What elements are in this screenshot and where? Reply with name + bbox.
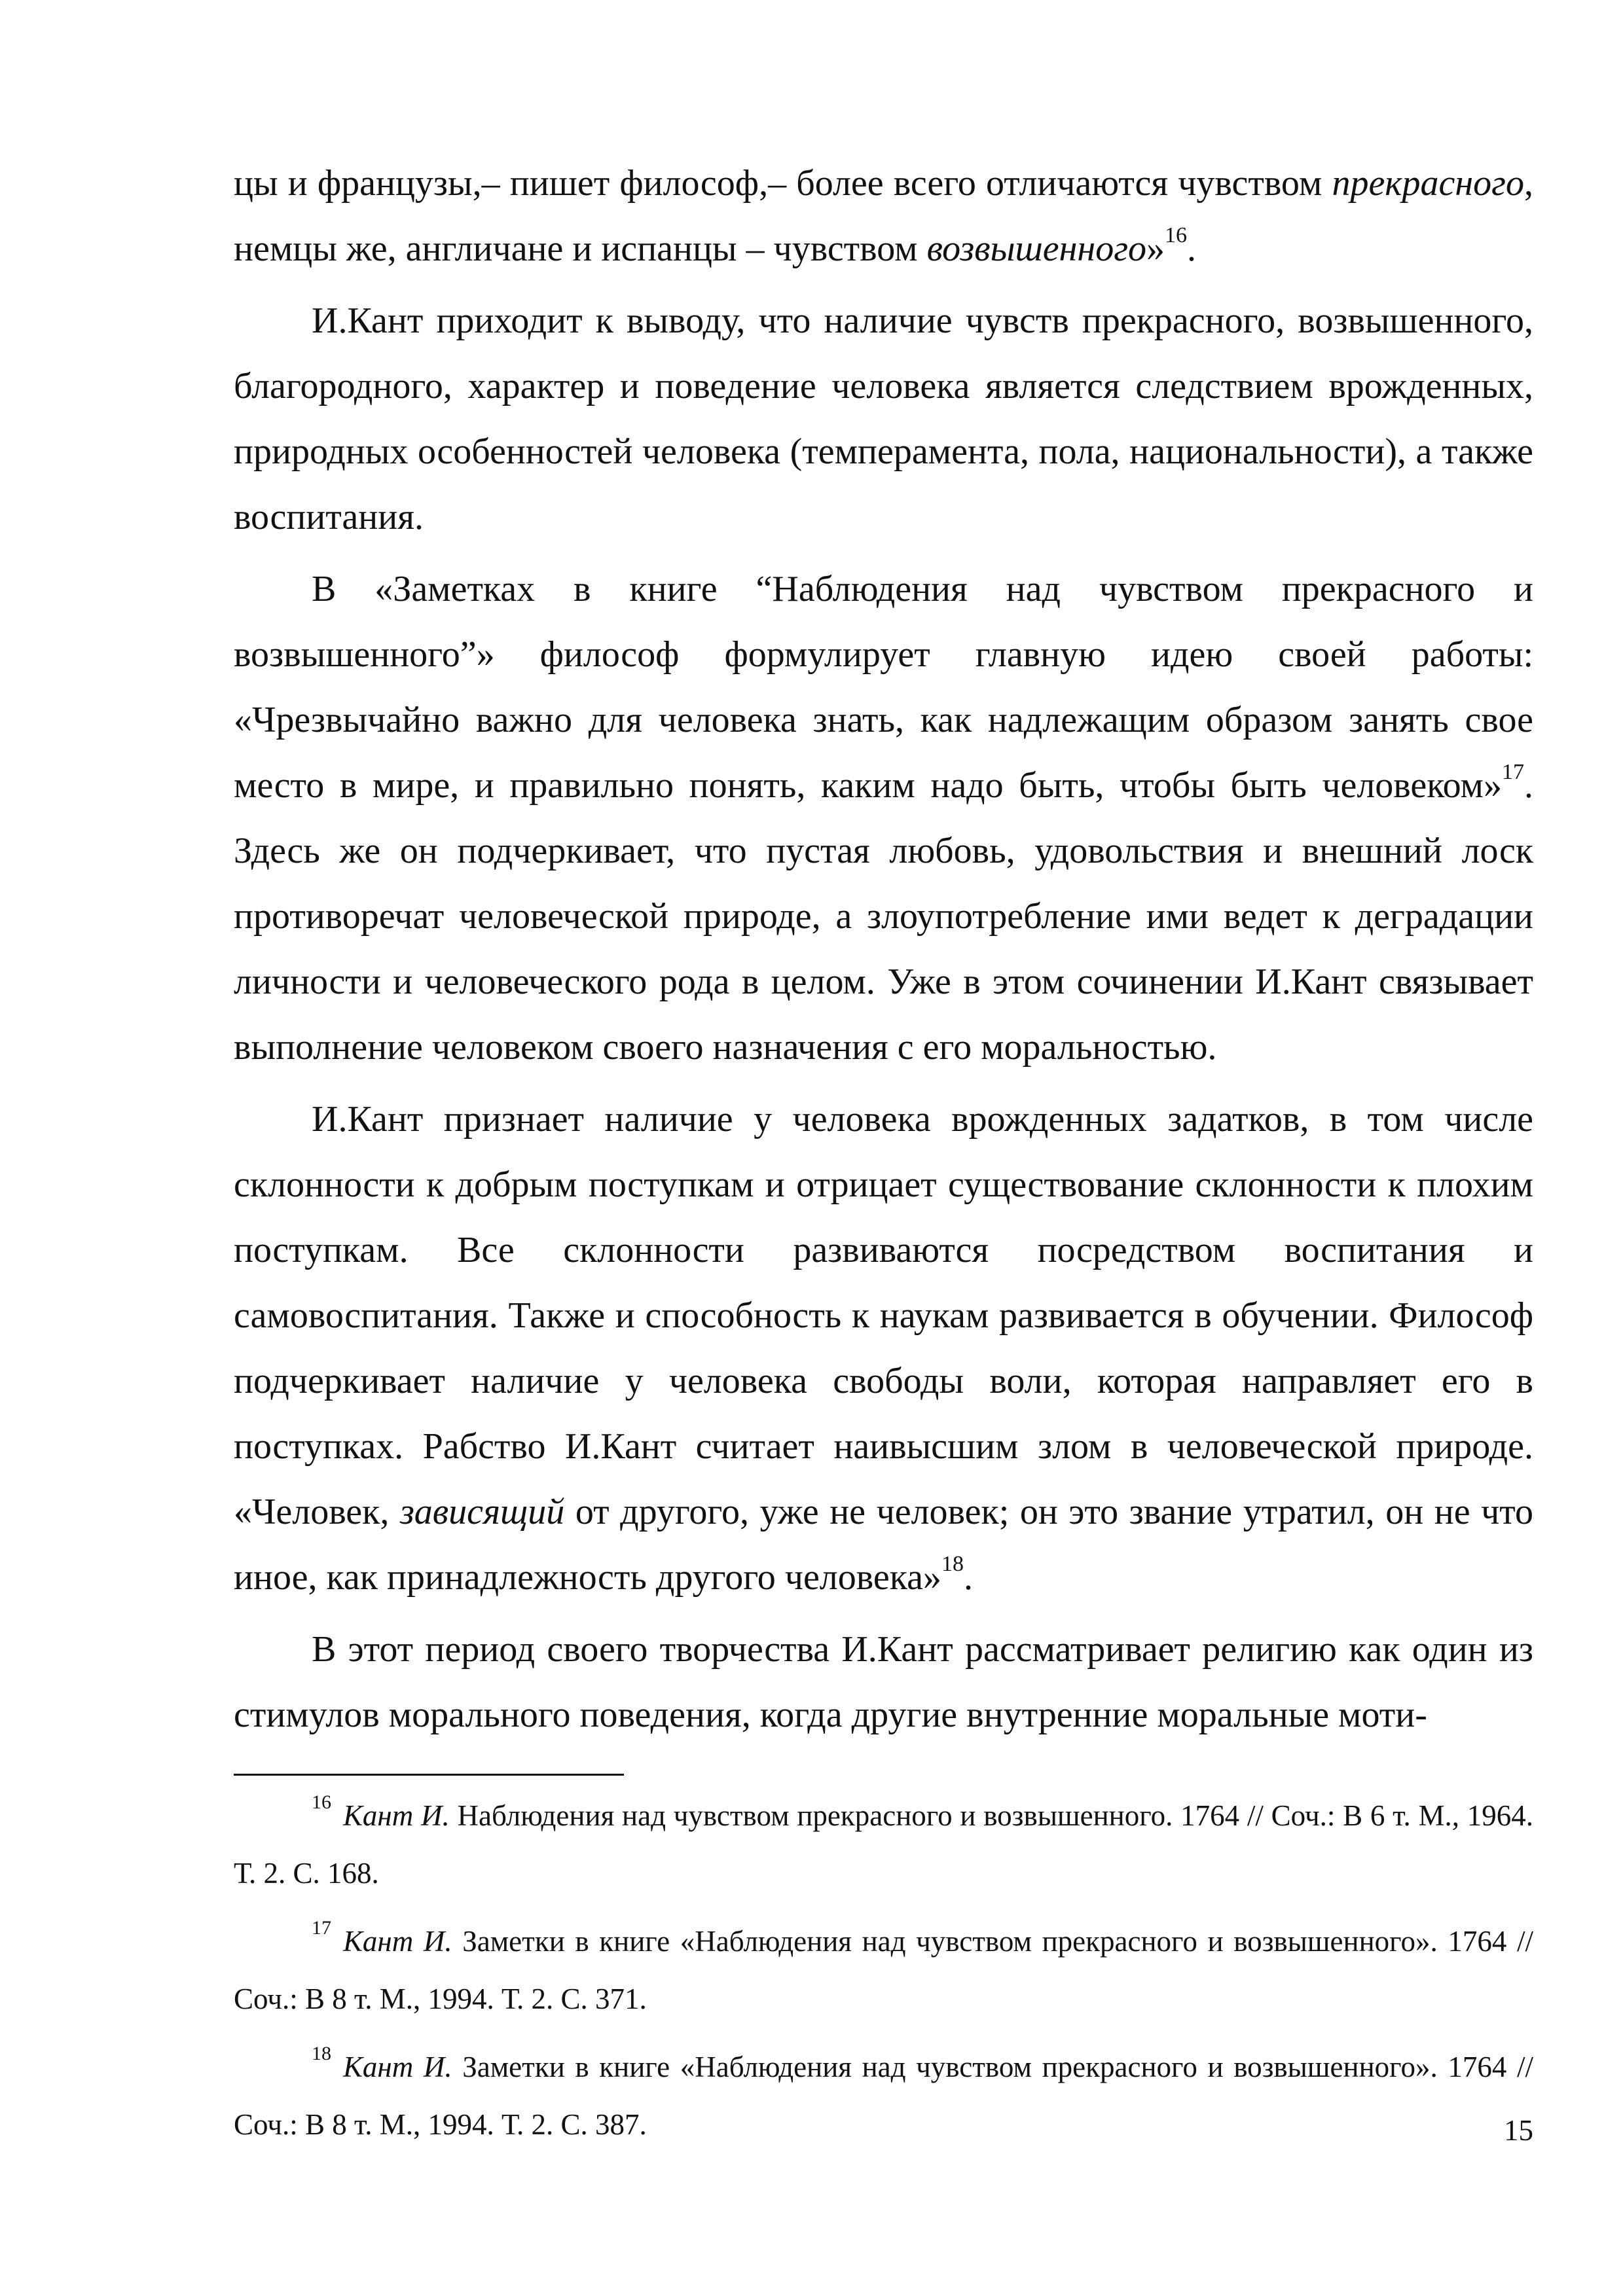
paragraph-5-text: В этот период своего творчества И.Кант рассматривает религию как один из стимулов морального поведения, когда другие внутренние моральные моти- [234, 1629, 1533, 1735]
paragraph-1-text-a: цы и французы,– пишет философ,– более всего отличаются чувством [234, 163, 1332, 204]
paragraph-1-italic-beautiful: прекрасного [1332, 163, 1524, 204]
page-body [234, 151, 1533, 1748]
footnote-number: 18 [312, 2043, 331, 2064]
paragraph-1 [234, 151, 1533, 281]
paragraph-1-text-c: » [1146, 228, 1165, 269]
footnotes [234, 1787, 1533, 2153]
paragraph-4-text-a: И.Кант признает наличие у человека врожденных задатков, в том числе склонности к добрым поступкам и отрицает существование склонности к плохим поступкам. Все склонности развиваются посредством воспитания и самовоспитания. Также и способность к наукам развивается в обучении. Философ подчеркивает наличие у человека свободы воли, которая направляет его в поступках. Рабство И.Кант считает наивысшим злом в человеческой природе. «Человек, [234, 1099, 1533, 1532]
footnote-ref-16[interactable]: 16 [1165, 223, 1188, 248]
paragraph-3-text-a: В «Заметках в книге “Наблюдения над чувством прекрасного и возвышенного”» философ формулирует главную идею своей работы: «Чрезвычайно важно для человека знать, как надлежащим образом занять свое место в мире, и правильно понять, каким надо быть, чтобы быть человеком» [234, 569, 1533, 806]
footnote-text: Заметки в книге «Наблюдения над чувством прекрасного и возвышенного». 1764 // Соч.: В 8 т. М., 1994. Т. 2. С. 387. [234, 2051, 1533, 2141]
footnote-author: Кант И. [343, 1799, 450, 1832]
footnote-text: Заметки в книге «Наблюдения над чувством прекрасного и возвышенного». 1764 // Соч.: В 8 т. М., 1994. Т. 2. С. 371. [234, 1925, 1533, 2015]
page-number: 15 [1504, 2114, 1533, 2147]
footnote-ref-17[interactable]: 17 [1502, 760, 1524, 785]
footnote-18 [234, 2038, 1533, 2153]
paragraph-3-text-b: . Здесь же он подчеркивает, что пустая любовь, удовольствия и внешний лоск противоречат человеческой природе, а злоупотребление ими ведет к деградации личности и человеческого рода в целом. Уже в этом сочинении И.Кант связывает выполнение человеком своего назначения с его моральностью. [234, 765, 1533, 1067]
footnote-divider [234, 1774, 624, 1776]
paragraph-1-text-b: , немцы же, англичане и испанцы – чувством [234, 163, 1533, 269]
footnote-17 [234, 1912, 1533, 2028]
paragraph-1-italic-sublime: возвышенного [926, 228, 1147, 269]
paragraph-2 [234, 288, 1533, 550]
paragraph-5 [234, 1617, 1533, 1748]
paragraph-4-text-b: от другого, уже не человек; он это звание утратил, он не что иное, как принадлежность другого человека» [234, 1492, 1533, 1598]
paragraph-4 [234, 1086, 1533, 1610]
paragraph-1-text-d: . [1187, 228, 1197, 269]
footnote-author: Кант И. [343, 2051, 452, 2083]
paragraph-4-italic-dependent: зависящий [399, 1492, 565, 1532]
footnote-text: Наблюдения над чувством прекрасного и возвышенного. 1764 // Соч.: В 6 т. М., 1964. Т. 2. С. 168. [234, 1799, 1534, 1890]
footnote-16 [234, 1787, 1533, 1902]
footnote-number: 16 [312, 1791, 331, 1813]
paragraph-3 [234, 556, 1533, 1080]
footnote-author: Кант И. [343, 1925, 452, 1958]
paragraph-4-text-c: . [963, 1557, 973, 1598]
footnote-ref-18[interactable]: 18 [941, 1552, 964, 1577]
footnote-number: 17 [312, 1917, 331, 1939]
paragraph-2-text: И.Кант приходит к выводу, что наличие чувств прекрасного, возвышенного, благородного, характер и поведение человека является следствием врожденных, природных особенностей человека (темперамента, пола, национальности), а также воспитания. [234, 300, 1533, 537]
